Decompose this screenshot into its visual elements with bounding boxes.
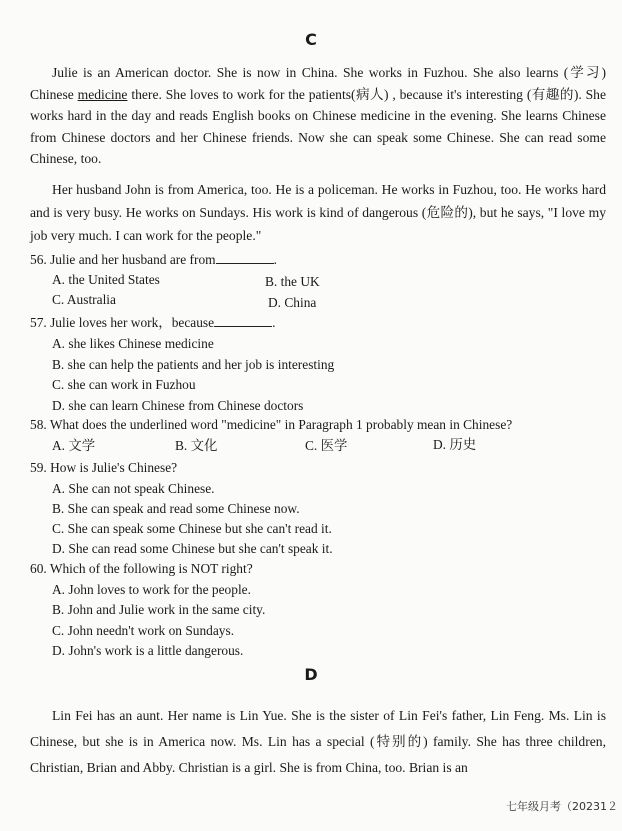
option-57-a: A. she likes Chinese medicine (52, 336, 214, 351)
page-footer: 七年级月考（20231２ (506, 800, 618, 813)
option-56-c: C. Australia (52, 292, 116, 307)
option-58-c: C. 医学 (305, 438, 348, 453)
option-56-b: B. the UK (265, 274, 320, 289)
option-59-b: B. She can speak and read some Chinese now. (52, 501, 300, 516)
question-57 (30, 313, 610, 333)
passage-c-paragraph-1 (30, 62, 606, 170)
option-56-d: D. China (268, 295, 317, 310)
option-58-a: A. 文学 (52, 438, 96, 453)
option-60-a: A. John loves to work for the people. (52, 582, 251, 597)
option-60-c: C. John needn't work on Sundays. (52, 623, 235, 638)
question-stem: 56. Julie and her husband are from (30, 252, 216, 267)
passage-d-paragraph-1 (30, 703, 606, 781)
paragraph-text: Lin Fei has an aunt. Her name is Lin Yue. She is the sister of Lin Fei's father, Lin Feng. Ms. Lin is Chinese, but she is in America now. Ms. Lin has a special (特别的) family. She has three children, Christian, Brian and Abby. Christian is a girl. She is from China, too. Brian is an (30, 708, 606, 775)
question-58: 58. What does the underlined word "medicine" in Paragraph 1 probably mean in Chinese? (30, 417, 513, 432)
paragraph-text: Julie is an American doctor. She is now in China. She works in Fuzhou. She also learns (学习) Chinese (30, 65, 606, 102)
option-57-c: C. she can work in Fuzhou (52, 377, 196, 392)
question-59: 59. How is Julie's Chinese? (30, 460, 178, 475)
section-c-heading: C (305, 30, 317, 49)
option-58-d: D. 历史 (433, 437, 477, 452)
option-56-a: A. the United States (52, 272, 160, 287)
option-59-a: A. She can not speak Chinese. (52, 481, 215, 496)
answer-blank (214, 314, 272, 327)
passage-c-paragraph-2 (30, 178, 606, 247)
option-60-b: B. John and Julie work in the same city. (52, 602, 266, 617)
option-59-d: D. She can read some Chinese but she can't speak it. (52, 541, 333, 556)
answer-blank (216, 251, 274, 264)
question-56 (30, 250, 610, 270)
option-58-b: B. 文化 (175, 438, 218, 453)
option-60-d: D. John's work is a little dangerous. (52, 643, 244, 658)
question-60: 60. Which of the following is NOT right? (30, 561, 253, 576)
option-57-d: D. she can learn Chinese from Chinese doctors (52, 398, 304, 413)
underlined-word-medicine: medicine (77, 86, 128, 102)
paragraph-text: Her husband John is from America, too. He is a policeman. He works in Fuzhou, too. He works hard and is very busy. He works on Sundays. His work is kind of dangerous (危险的), but he says, "I love my job very much. I can work for the people." (30, 182, 606, 243)
question-stem-end: . (273, 252, 277, 267)
option-59-c: C. She can speak some Chinese but she can't read it. (52, 521, 332, 536)
section-d-heading: D (304, 665, 318, 684)
question-stem: 57. Julie loves her work，because (30, 315, 215, 330)
paragraph-text: there. She loves to work for the patients(病人) , because it's interesting (有趣的). She works hard in the day and reads English books on Chinese medicine in the evening. She learns Chinese from Chinese doctors and her Chinese friends. Now she can speak some Chinese. She can read some Chinese, too. (30, 86, 606, 166)
option-57-b: B. she can help the patients and her job is interesting (52, 357, 335, 372)
question-stem-end: . (272, 315, 276, 330)
